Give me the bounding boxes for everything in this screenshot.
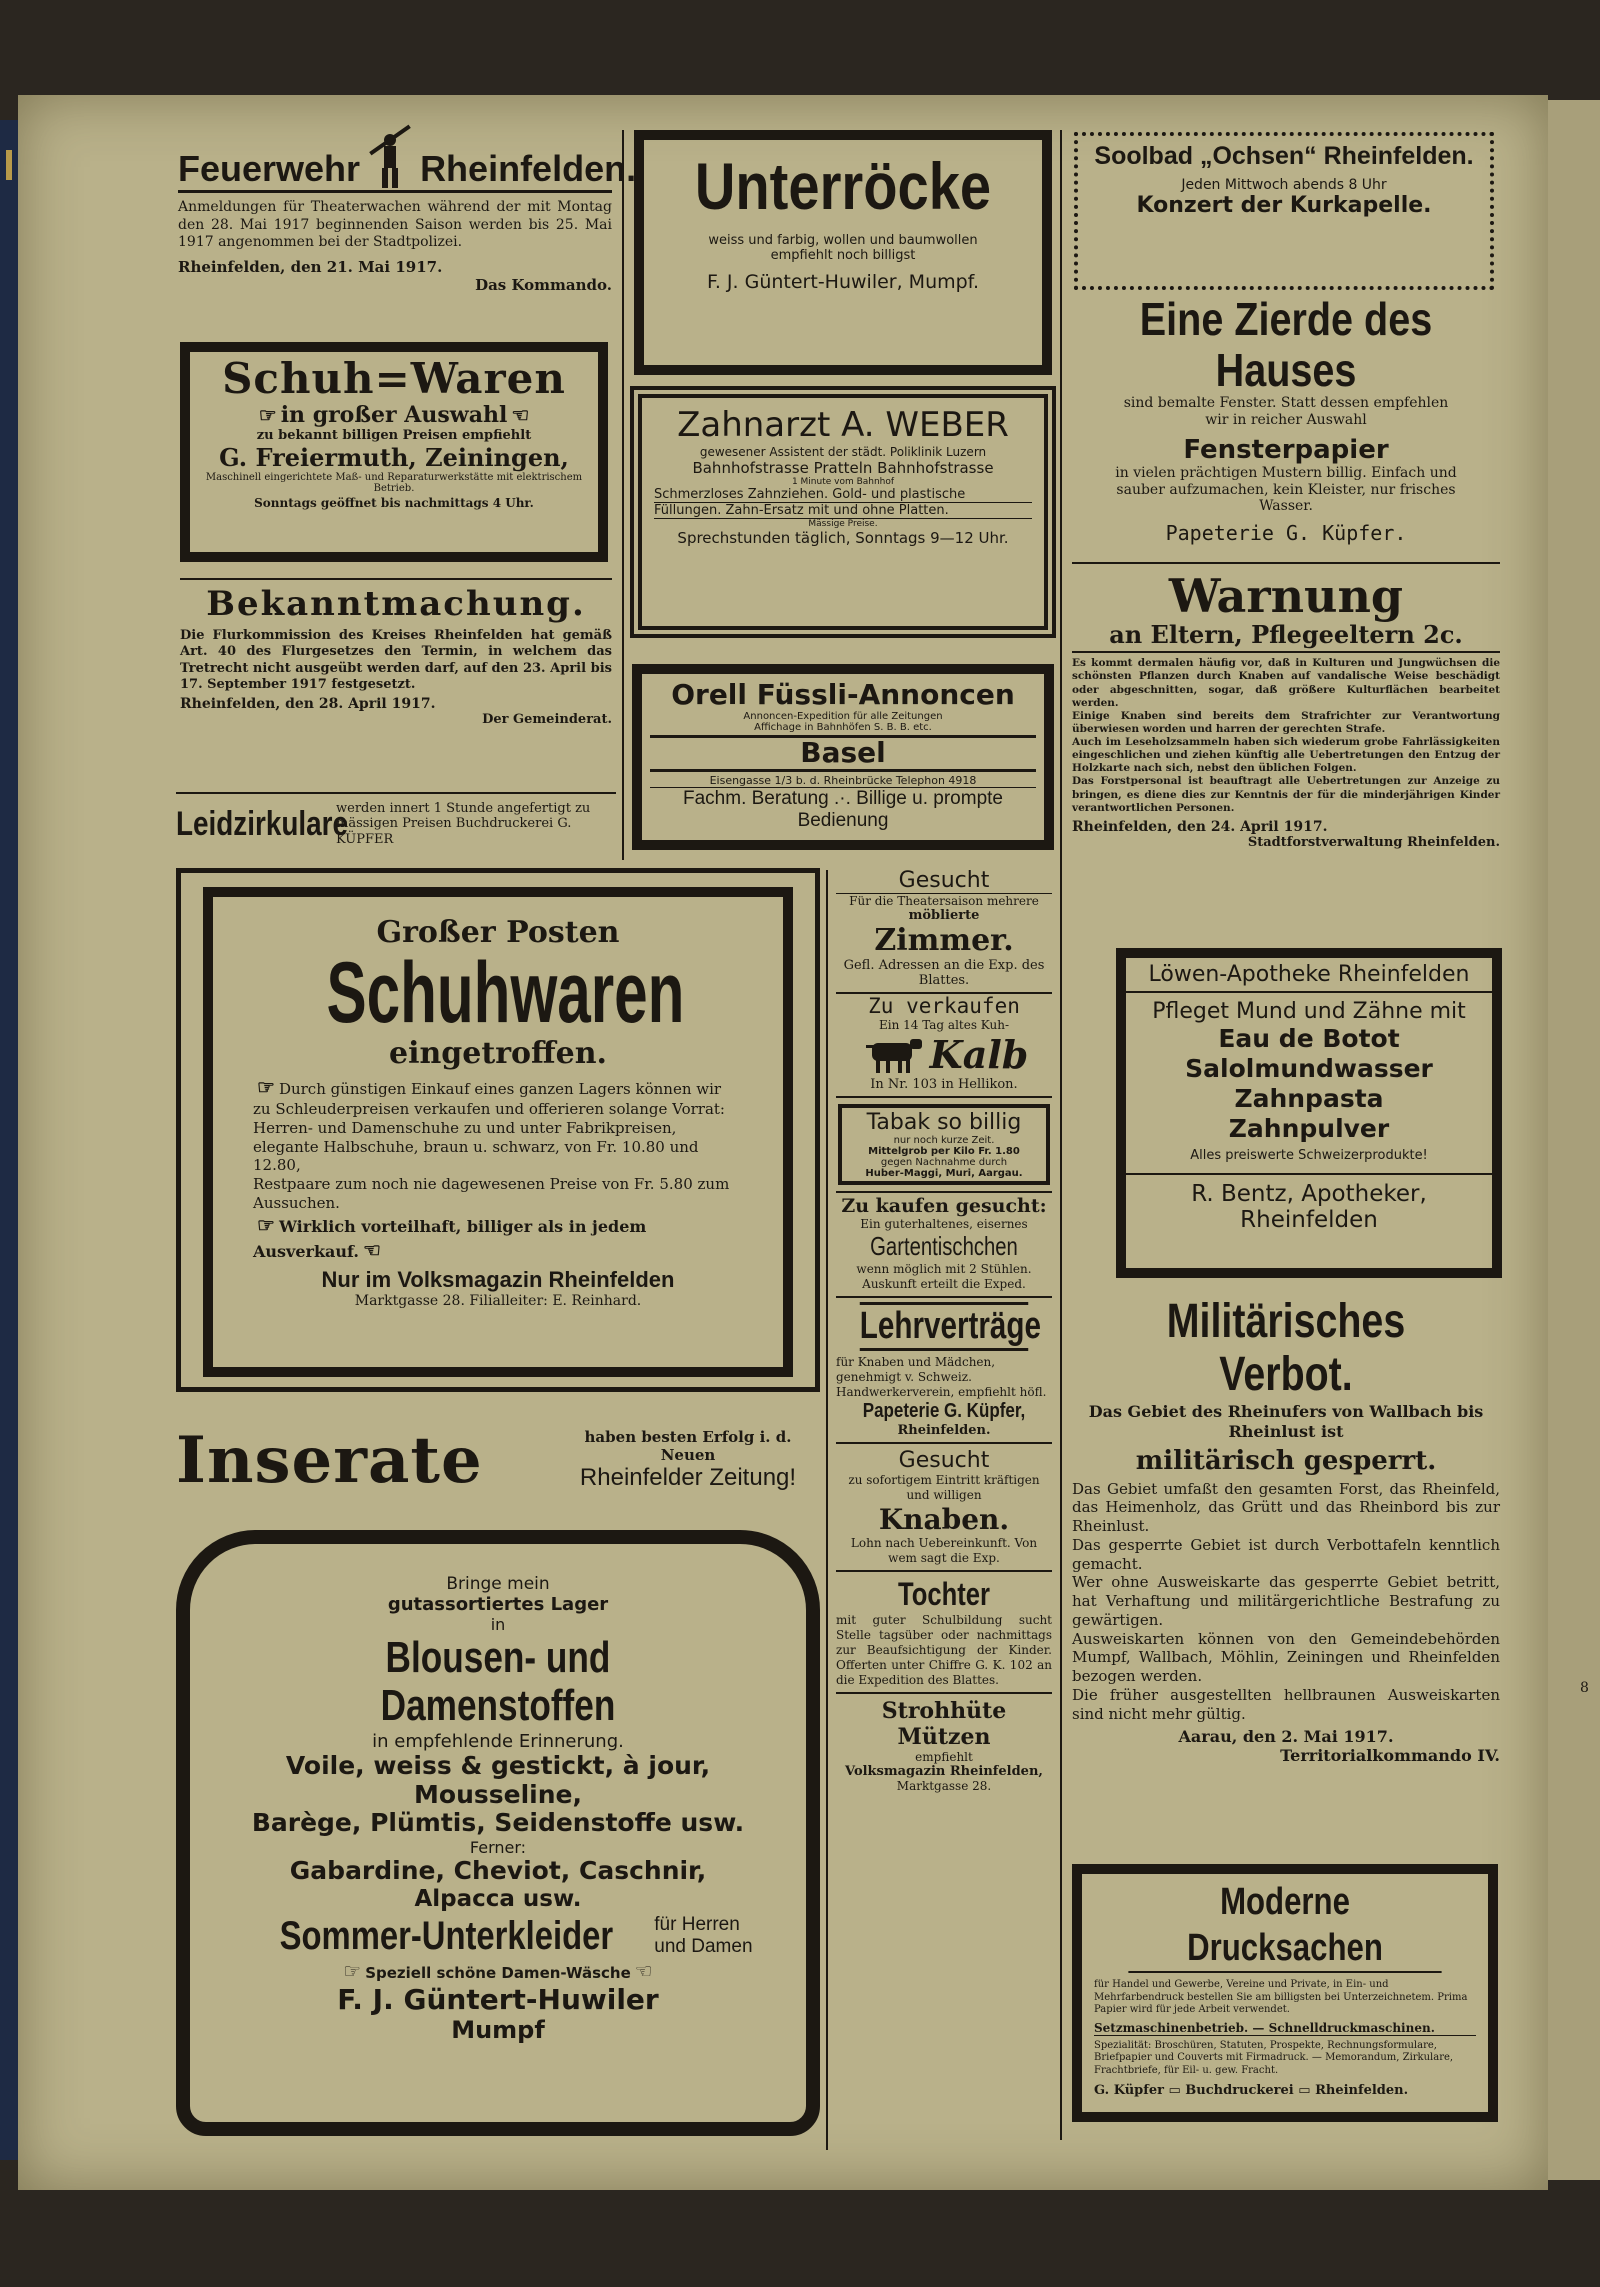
zahnarzt-line5: Füllungen. Zahn-Ersatz mit und ohne Platten. xyxy=(654,503,1032,519)
schuhwaren-seller: G. Freiermuth, Zeiningen, xyxy=(219,443,569,473)
warnung-body3: Auch im Leseholzsammeln haben sich wiederum grobe Fahrlässigkeiten eingeschlichen und ziehen künftig alle Uebertretungen den Entzug der Holzkarte nach sich, nebst den üblichen Folgen. xyxy=(1072,736,1500,775)
orell-address: Eisengasse 1/3 b. d. Rheinbrücke Telephon 4918 xyxy=(709,773,977,787)
gesucht1-title: Gesucht xyxy=(836,868,1052,894)
warnung-body2: Einige Knaben sind bereits dem Strafrichter zur Verantwortung überwiesen worden und harren der gerechten Strafe. xyxy=(1072,709,1500,735)
tabak-title: Tabak so billig xyxy=(866,1110,1022,1135)
gesucht1-big: Zimmer. xyxy=(874,923,1014,958)
blousen-line2: gutassortiertes Lager xyxy=(387,1594,609,1615)
warnung-body4: Das Forstpersonal ist beauftragt alle Uebertretungen zur Anzeige zu bringen, es diene dies zur Kenntnis der für die minderjährigen Kinder verantwortlichen Personen. xyxy=(1072,775,1500,814)
militaer-body1: Das Gebiet umfaßt den gesamten Forst, das Rheinfeld, das Heimenholz, das Grütt und das Rheinbord bis zur Rheinlust. xyxy=(1072,1479,1500,1536)
zahnarzt-line2: Bahnhofstrasse Pratteln Bahnhofstrasse xyxy=(692,459,994,478)
militaer-body3: Wer ohne Ausweiskarte das gesperrte Gebiet betritt, hat Verhaftung und militärgerichtliche Bestrafung zu gewärtigen. xyxy=(1072,1573,1500,1629)
blousen-side1: für Herren xyxy=(654,1914,740,1936)
blousen-line9: Alpacca usw. xyxy=(414,1885,582,1912)
blousen-line1: Bringe mein xyxy=(446,1574,550,1594)
loewen-product-3: Zahnpasta xyxy=(1234,1084,1384,1113)
blousen-line4: in empfehlende Erinnerung. xyxy=(372,1730,624,1752)
unterroecke-line2: empfiehlt noch billigst xyxy=(770,247,916,263)
gesucht-knaben-ad xyxy=(836,1444,1052,1572)
schuhwaren-title: Schuh=Waren xyxy=(222,354,566,403)
tochter-title: Tochter xyxy=(898,1576,990,1612)
warnung-title: Warnung xyxy=(1168,569,1404,623)
lehrvertraege-title: Lehrverträge xyxy=(860,1302,1028,1351)
tabak-ad xyxy=(838,1104,1050,1185)
zahnarzt-line6: Mässige Preise. xyxy=(808,519,878,530)
zu-kaufen-ad xyxy=(836,1191,1052,1298)
blousen-city: Mumpf xyxy=(451,2015,545,2044)
column-rule xyxy=(622,130,624,860)
leidzirkulare-title: Leidzirkulare xyxy=(176,805,348,843)
warnung-signature: Stadtforstverwaltung Rheinfelden. xyxy=(1247,834,1500,850)
small-ads-column xyxy=(836,868,1052,2150)
blousen-big: Blousen- und Damenstoffen xyxy=(380,1633,616,1731)
feuerwehr-date: Rheinfelden, den 21. Mai 1917. xyxy=(178,257,443,276)
strohhuete-title: Strohhüte xyxy=(881,1698,1007,1724)
moderne-title: Moderne Drucksachen xyxy=(1128,1880,1441,1973)
blousen-line3: in xyxy=(490,1615,506,1634)
zu-kaufen-line1: Ein guterhaltenes, eisernes xyxy=(860,1217,1028,1231)
zierde-line1: sind bemalte Fenster. Statt dessen empfehlen wir in reicher Auswahl xyxy=(1123,395,1449,428)
next-page-edge xyxy=(1548,100,1600,2180)
orell-line1: Annoncen-Expedition für alle Zeitungen xyxy=(743,710,943,722)
zierde-ad xyxy=(1072,294,1500,564)
loewen-apotheke-ad xyxy=(1116,948,1502,1278)
gesucht2-title: Gesucht xyxy=(898,1448,990,1473)
pointing-hand-icon: ☞ xyxy=(257,1075,275,1099)
blousen-line8: Gabardine, Cheviot, Caschnir, xyxy=(289,1856,707,1886)
verkaufen-line1: Ein 14 Tag altes Kuh- xyxy=(878,1018,1010,1032)
zahnarzt-line3: 1 Minute vom Bahnhof xyxy=(791,477,895,488)
orell-fuessli-ad xyxy=(632,664,1054,850)
verkaufen-line2: In Nr. 103 in Hellikon. xyxy=(870,1077,1018,1092)
blousen-ad xyxy=(176,1530,820,2136)
moderne-line3: Spezialität: Broschüren, Statuten, Prospekte, Rechnungsformulare, Briefpapier und Couverts mit Firmadruck. — Memorandum, Zirkulare, Frachtbriefe, für Eil- u. gew. Fracht. xyxy=(1094,2039,1454,2076)
posten-body3: Restpaare zum noch nie dagewesenen Preise von Fr. 5.80 zum Aussuchen. xyxy=(253,1175,730,1212)
tochter-body: mit guter Schulbildung sucht Stelle tagsüber oder nachmittags zur Beaufsichtigung der Kinder. Offerten unter Chiffre G. K. 102 an die Expedition des Blattes. xyxy=(836,1613,1052,1687)
militaer-body2: Das gesperrte Gebiet ist durch Verbottafeln kenntlich gemacht. xyxy=(1072,1535,1500,1573)
schuhwaren-line4: Sonntags geöffnet bis nachmittags 4 Uhr. xyxy=(254,496,534,511)
tabak-line1: nur noch kurze Zeit. xyxy=(893,1135,995,1146)
loewen-line1: Pfleget Mund und Zähne mit xyxy=(1152,999,1466,1024)
gesucht-zimmer-ad xyxy=(836,868,1052,994)
blousen-line5: Voile, weiss & gestickt, à jour, Mousseline, xyxy=(285,1750,711,1809)
moderne-line1: für Handel und Gewerbe, Vereine und Private, in Ein- und Mehrfarbendruck bestellen Sie am billigsten bei Unterzeichnetem. Prima Papier wird für jede Arbeit verwendet. xyxy=(1094,1979,1468,2016)
cow-icon xyxy=(860,1035,930,1075)
blousen-seller: F. J. Güntert-Huwiler xyxy=(337,1982,659,2016)
zahnarzt-title: Zahnarzt A. WEBER xyxy=(677,405,1009,445)
warnung-date: Rheinfelden, den 24. April 1917. xyxy=(1072,818,1328,835)
tabak-line2: Mittelgrob per Kilo Fr. 1.80 xyxy=(868,1146,1020,1157)
tabak-line3: gegen Nachnahme durch xyxy=(880,1157,1008,1168)
page-number: 8 xyxy=(1580,1680,1589,1696)
schuhwaren-box-ad xyxy=(180,342,608,562)
schuhwaren-line1: in großer Auswahl xyxy=(280,402,508,429)
strohhuete-title2: Mützen xyxy=(897,1724,991,1750)
gesucht2-line2: Lohn nach Uebereinkunft. Von wem sagt die Exp. xyxy=(850,1536,1038,1565)
zierde-title: Eine Zierde des Hauses xyxy=(1139,293,1433,396)
soolbad-line: Jeden Mittwoch abends 8 Uhr xyxy=(1181,177,1387,193)
loewen-footer: R. Bentz, Apotheker, Rheinfelden xyxy=(1126,1173,1492,1233)
feuerwehr-title-right: Rheinfelden. xyxy=(420,148,637,189)
zahnarzt-line1: gewesener Assistent der städt. Poliklinik Luzern xyxy=(699,445,987,460)
militaer-signature: Territorialkommando IV. xyxy=(1280,1746,1500,1766)
militaer-verbot-ad xyxy=(1072,1296,1500,1856)
loewen-line2: Alles preiswerte Schweizerprodukte! xyxy=(1190,1148,1428,1163)
binding-label xyxy=(6,150,12,180)
zahnarzt-line7: Sprechstunden täglich, Sonntags 9—12 Uhr. xyxy=(677,529,1009,548)
pointing-hand-icon: ☜ xyxy=(634,1958,653,1983)
fireman-icon xyxy=(360,128,420,190)
soolbad-concert: Konzert der Kurkapelle. xyxy=(1136,193,1432,218)
orell-line2: Affichage in Bahnhöfen S. B. B. etc. xyxy=(754,721,932,733)
strohhuete-address: Marktgasse 28. xyxy=(896,1779,992,1793)
militaer-big: militärisch gesperrt. xyxy=(1135,1445,1437,1476)
posten-body1: Durch günstigen Einkauf eines ganzen Lagers können wir zu Schleuderpreisen verkaufen und offerieren solange Vorrat: xyxy=(253,1080,725,1118)
bekanntmachung-title: Bekanntmachung. xyxy=(180,578,612,624)
bekanntmachung-body: Die Flurkommission des Kreises Rheinfelden hat gemäß Art. 40 des Flurgesetzes den Termin, in welchem das Tretrecht nicht ausgeübt werden darf, auf den 23. April bis 17. September 1917 festgesetzt. xyxy=(180,628,612,692)
blousen-side2: und Damen xyxy=(654,1936,753,1958)
moderne-line2: Setzmaschinenbetrieb. — Schnelldruckmaschinen. xyxy=(1094,2021,1476,2036)
loewen-title: Löwen-Apotheke Rheinfelden xyxy=(1126,958,1492,993)
strohhuete-seller: Volksmagazin Rheinfelden, xyxy=(845,1764,1043,1779)
gesucht1-line3: Gefl. Adressen an die Exp. des Blattes. xyxy=(843,958,1045,988)
gesucht1-line2: möblierte xyxy=(908,908,980,923)
column-rule xyxy=(826,870,828,2150)
bekanntmachung-date: Rheinfelden, den 28. April 1917. xyxy=(180,696,436,712)
lehrvertraege-ad xyxy=(836,1298,1052,1444)
verkaufen-kalb-ad xyxy=(836,994,1052,1098)
militaer-title: Militärisches Verbot. xyxy=(1166,1295,1406,1401)
warnung-subtitle: an Eltern, Pflegeeltern 2c. xyxy=(1072,620,1500,653)
verkaufen-big: Kalb xyxy=(929,1032,1029,1077)
inserate-title: Inserate xyxy=(176,1422,483,1498)
blousen-big2: Sommer-Unterkleider xyxy=(280,1913,614,1958)
militaer-line1: Das Gebiet des Rheinufers von Wallbach bis Rheinlust ist xyxy=(1088,1401,1484,1441)
warnung-body1: Es kommt dermalen häufig vor, daß in Kulturen und Jungwüchsen die schönsten Pflanzen durch Knaben auf vandalische Weise beschädigt oder abgeschnitten, sogar, daß größere Kulturflächen bearbeitet werden. xyxy=(1072,657,1500,709)
loewen-product-2: Salolmundwasser xyxy=(1185,1054,1433,1083)
inserate-line1: haben besten Erfolg i. d. xyxy=(584,1428,792,1446)
militaer-body4: Ausweiskarten können von den Gemeindebehörden Mumpf, Wallbach, Möhlin, Zeiningen und Rheinfelden bezogen werden. xyxy=(1072,1629,1500,1686)
moderne-drucksachen-ad xyxy=(1072,1864,1498,2122)
zahnarzt-line4: Schmerzloses Zahnziehen. Gold- und plastische xyxy=(654,487,1032,503)
zierde-line2: in vielen prächtigen Mustern billig. Einfach und sauber aufzumachen, kein Kleister, nur frisches Wasser. xyxy=(1115,464,1457,515)
tabak-line4: Huber-Maggi, Muri, Aargau. xyxy=(865,1168,1023,1179)
feuerwehr-body: Anmeldungen für Theaterwachen während der mit Montag den 28. Mai 1917 beginnenden Saison werden bis 25. Mai 1917 angenommen bei der Stadtpolizei. xyxy=(178,199,612,250)
strohhuete-ad xyxy=(836,1694,1052,1797)
orell-city: Basel xyxy=(650,735,1036,772)
bekanntmachung-signature: Der Gemeinderat. xyxy=(482,712,612,727)
orell-footer: Fachm. Beratung .·. Billige u. prompte Bedienung xyxy=(650,787,1036,832)
orell-title: Orell Füssli-Annoncen xyxy=(671,678,1015,711)
gesucht2-line1: zu sofortigem Eintritt kräftigen und willigen xyxy=(848,1473,1040,1502)
soolbad-title: Soolbad „Ochsen“ Rheinfelden. xyxy=(1094,142,1474,170)
grosser-posten-ad xyxy=(176,868,820,1392)
tochter-ad xyxy=(836,1572,1052,1694)
unterroecke-seller: F. J. Güntert-Huwiler, Mumpf. xyxy=(706,270,980,293)
posten-title: Großer Posten xyxy=(376,915,620,950)
inserate-line2: Neuen xyxy=(660,1446,716,1464)
verkaufen-title: Zu verkaufen xyxy=(868,994,1020,1018)
blousen-line10: Speziell schöne Damen-Wäsche xyxy=(365,1963,631,1982)
blousen-line6: Barège, Plümtis, Seidenstoffe usw. xyxy=(251,1808,745,1838)
inserate-ad xyxy=(176,1404,820,1516)
bekanntmachung-ad xyxy=(180,578,612,778)
zu-kaufen-title: Zu kaufen gesucht: xyxy=(841,1195,1047,1217)
feuerwehr-title-left: Feuerwehr xyxy=(178,148,361,189)
book-binding xyxy=(0,120,18,2160)
soolbad-ad xyxy=(1074,132,1494,290)
posten-body4: Wirklich vorteilhaft, billiger als in jedem Ausverkauf. xyxy=(253,1216,647,1261)
feuerwehr-signature: Das Kommando. xyxy=(475,275,612,294)
zahnarzt-ad xyxy=(630,386,1056,638)
inserate-line3: Rheinfelder Zeitung! xyxy=(579,1464,797,1491)
schuhwaren-line2: zu bekannt billigen Preisen empfiehlt xyxy=(256,428,532,444)
unterroecke-line1: weiss und farbig, wollen und baumwollen xyxy=(708,232,978,248)
feuerwehr-ad xyxy=(178,128,637,328)
loewen-product-1: Eau de Botot xyxy=(1218,1024,1400,1053)
strohhuete-line1: empfiehlt xyxy=(915,1750,973,1764)
pointing-hand-icon: ☜ xyxy=(362,1237,381,1262)
unterroecke-title: Unterröcke xyxy=(694,149,992,223)
grosser-posten-inner xyxy=(203,887,793,1377)
posten-seller: Nur im Volksmagazin Rheinfelden xyxy=(321,1266,675,1292)
pointing-hand-icon: ☞ xyxy=(343,1958,362,1983)
militaer-body5: Die früher ausgestellten hellbraunen Ausweiskarten sind nicht mehr gültig. xyxy=(1072,1685,1500,1723)
blousen-line7: Ferner: xyxy=(469,1838,527,1858)
posten-address: Marktgasse 28. Filialleiter: E. Reinhard. xyxy=(354,1292,642,1309)
posten-sub: eingetroffen. xyxy=(389,1036,607,1071)
lehrvertraege-seller: Papeterie G. Küpfer, xyxy=(862,1400,1026,1422)
unterroecke-ad xyxy=(634,130,1052,375)
gesucht2-big: Knaben. xyxy=(878,1503,1010,1536)
pointing-hand-icon: ☞ xyxy=(257,1212,275,1237)
pointing-hand-icon: ☜ xyxy=(511,403,530,428)
gesucht1-line1: Für die Theatersaison mehrere xyxy=(849,894,1039,908)
lehrvertraege-body: für Knaben und Mädchen, genehmigt v. Schweiz. Handwerkerverein, empfiehlt höfl. xyxy=(836,1355,1047,1399)
zierde-product: Fensterpapier xyxy=(1183,434,1389,465)
posten-body2: Herren- und Damenschuhe zu und unter Fabrikpreisen, elegante Halbschuhe, braun u. schwarz, von Fr. 10.80 und 12.80, xyxy=(253,1118,699,1175)
leidzirkulare-ad xyxy=(176,792,616,854)
zierde-seller: Papeterie G. Küpfer. xyxy=(1165,521,1407,546)
militaer-date: Aarau, den 2. Mai 1917. xyxy=(1178,1727,1394,1747)
loewen-product-4: Zahnpulver xyxy=(1228,1114,1390,1143)
schuhwaren-line3: Maschinell eingerichtete Maß- und Reparaturwerkstätte mit elektrischem Betrieb. xyxy=(205,472,583,495)
lehrvertraege-city: Rheinfelden. xyxy=(897,1423,991,1438)
leidzirkulare-text: werden innert 1 Stunde angefertigt zu mässigen Preisen Buchdruckerei G. KÜPFER xyxy=(336,800,591,847)
posten-big: Schuhwaren xyxy=(326,945,685,1041)
moderne-seller: G. Küpfer ▭ Buchdruckerei ▭ Rheinfelden. xyxy=(1094,2083,1409,2099)
zu-kaufen-line2: wenn möglich mit 2 Stühlen. Auskunft erteilt die Exped. xyxy=(856,1262,1032,1291)
warnung-ad xyxy=(1072,569,1500,938)
pointing-hand-icon: ☞ xyxy=(258,403,277,428)
column-rule xyxy=(1060,130,1062,2140)
zu-kaufen-big: Gartentischchen xyxy=(870,1231,1018,1261)
